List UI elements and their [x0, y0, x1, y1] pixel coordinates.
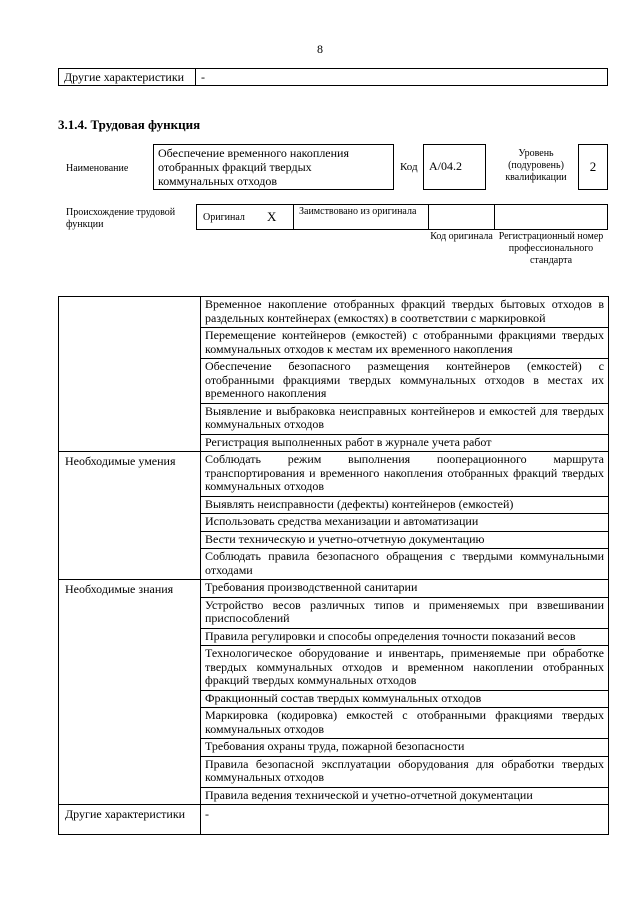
- table-row: [59, 580, 609, 598]
- other-characteristics-top-value: -: [196, 69, 608, 86]
- table-row: [59, 452, 609, 497]
- knowledge-item: Маркировка (кодировка) емкостей с отобранными фракциями твердых коммунальных отходов: [201, 708, 609, 739]
- knowledge-item: Правила ведения технической и учетно-отчетной документации: [201, 787, 609, 805]
- labor-action-item: Временное накопление отобранных фракций твердых бытовых отходов в раздельных контейнерах (емкостях) в соответствии с маркировкой: [201, 297, 609, 328]
- labor-action-item: Обеспечение безопасного размещения контейнеров (емкостей) с отобранными фракциями твердых коммунальных отходов в местах их временного накопления: [201, 359, 609, 404]
- qualification-level-box: 2: [578, 144, 608, 190]
- labor-action-item: Перемещение контейнеров (емкостей) с отобранными фракциями твердых коммунальных отходов к местам их временного накопления: [201, 328, 609, 359]
- page-number: 8: [317, 42, 323, 56]
- original-mark: X: [267, 209, 277, 224]
- other-characteristics-top-table: [58, 68, 608, 86]
- labor-actions-label-cell: [59, 297, 201, 452]
- function-details-table: [58, 296, 609, 835]
- skill-item: Вести техническую и учетно-отчетную документацию: [201, 531, 609, 549]
- original-code-caption: Код оригинала: [430, 231, 493, 242]
- labor-action-item: Выявление и выбраковка неисправных контейнеров и емкостей для твердых коммунальных отходов: [201, 403, 609, 434]
- knowledge-item: Требования охраны труда, пожарной безопасности: [201, 739, 609, 757]
- other-characteristics-label: Другие характеристики: [59, 805, 201, 835]
- skill-item: Соблюдать правила безопасного обращения с твердыми коммунальными отходами: [201, 549, 609, 580]
- borrowed-box: Заимствовано из оригинала: [293, 204, 429, 230]
- other-characteristics-top-label: Другие характеристики: [59, 69, 196, 86]
- table-row: [59, 805, 609, 835]
- registration-number-box: [494, 204, 608, 230]
- section-heading: 3.1.4. Трудовая функция: [58, 117, 201, 132]
- table-row: [59, 297, 609, 328]
- registration-number-caption: Регистрационный номер профессионального стандарта: [498, 231, 604, 266]
- knowledge-item: Правила безопасной эксплуатации оборудования для обработки твердых коммунальных отходов: [201, 756, 609, 787]
- other-characteristics-value: -: [201, 805, 609, 835]
- knowledge-item: Требования производственной санитарии: [201, 580, 609, 598]
- skill-item: Выявлять неисправности (дефекты) контейнеров (емкостей): [201, 496, 609, 514]
- origin-label: Происхождение трудовой функции: [66, 207, 176, 230]
- original-label: Оригинал: [203, 212, 245, 223]
- original-code-box: [428, 204, 495, 230]
- knowledge-item: Правила регулировки и способы определения точности показаний весов: [201, 628, 609, 646]
- original-box: [196, 204, 294, 230]
- knowledge-item: Устройство весов различных типов и применяемых при взвешивании приспособлений: [201, 597, 609, 628]
- qualification-level-label: Уровень (подуровень) квалификации: [505, 148, 567, 183]
- function-name-box: Обеспечение временного накопления отобранных фракций твердых коммунальных отходов: [153, 144, 394, 190]
- skill-item: Соблюдать режим выполнения пооперационного маршрута транспортирования и временного накопления отобранных фракций твердых коммунальных отходов: [201, 452, 609, 497]
- skills-label: Необходимые умения: [59, 452, 201, 580]
- code-box: A/04.2: [423, 144, 486, 190]
- labor-action-item: Регистрация выполненных работ в журнале учета работ: [201, 434, 609, 452]
- code-label: Код: [400, 161, 418, 173]
- name-label: Наименование: [66, 163, 129, 174]
- knowledge-label: Необходимые знания: [59, 580, 201, 805]
- knowledge-item: Фракционный состав твердых коммунальных отходов: [201, 690, 609, 708]
- skill-item: Использовать средства механизации и автоматизации: [201, 514, 609, 532]
- knowledge-item: Технологическое оборудование и инвентарь, применяемые при обработке твердых коммунальных отходов и временном накоплении отобранных фракций твердых коммунальных отходов: [201, 646, 609, 691]
